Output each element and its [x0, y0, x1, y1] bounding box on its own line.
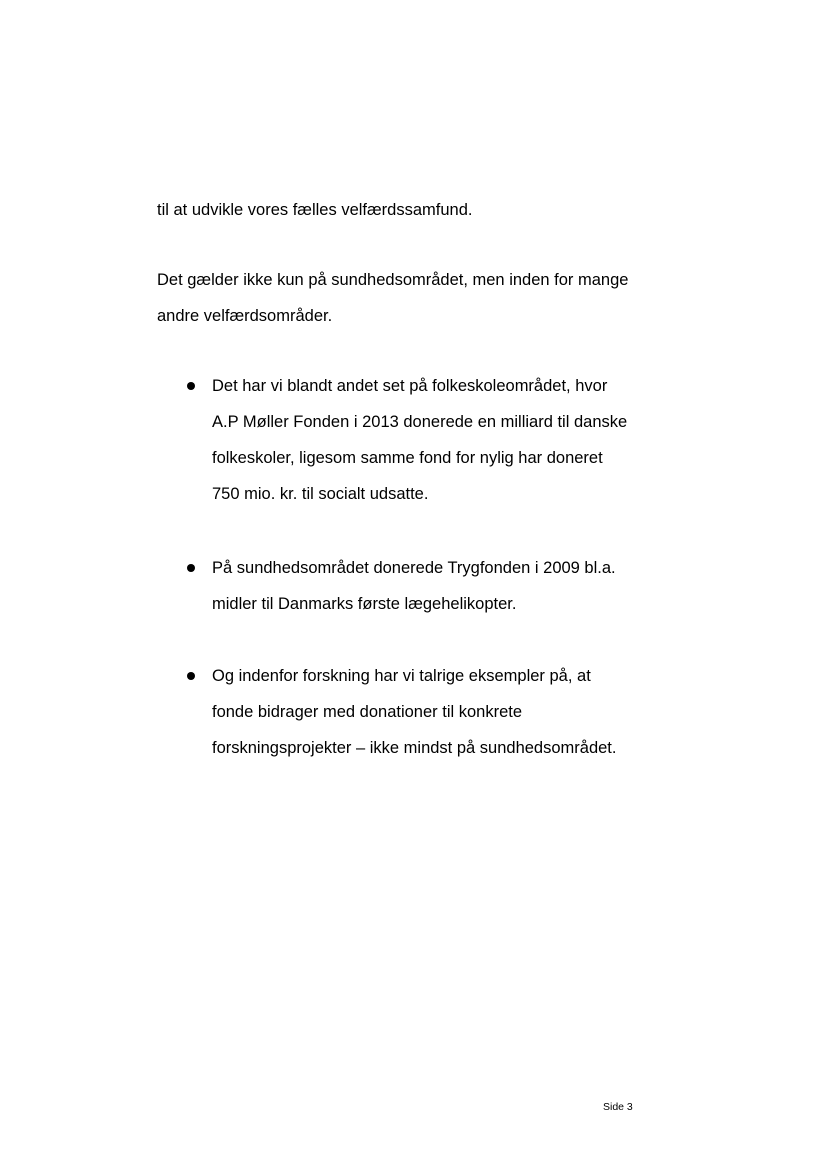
bullet-icon [187, 564, 195, 572]
bullet-text [212, 368, 712, 512]
bullet-line: På sundhedsområdet donerede Trygfonden i 2009 bl.a. [212, 559, 616, 577]
bullet-line: Det har vi blandt andet set på folkeskoleområdet, hvor [212, 377, 608, 395]
bullet-icon [187, 672, 195, 680]
bullet-line: forskningsprojekter – ikke mindst på sundhedsområdet. [212, 739, 617, 757]
bullet-icon [187, 382, 195, 390]
paragraph-line: andre velfærdsområder. [157, 307, 333, 325]
bullet-text [212, 658, 712, 766]
bullet-line: Og indenfor forskning har vi talrige eksempler på, at [212, 667, 591, 685]
bullet-line: 750 mio. kr. til socialt udsatte. [212, 485, 429, 503]
bullet-line: fonde bidrager med donationer til konkrete [212, 703, 523, 721]
paragraph-line: Det gælder ikke kun på sundhedsområdet, men inden for mange [157, 271, 629, 289]
paragraph-2 [157, 262, 717, 334]
paragraph-1 [157, 192, 717, 228]
bullet-line: midler til Danmarks første lægehelikopter. [212, 595, 517, 613]
bullet-line: folkeskoler, ligesom samme fond for nylig har doneret [212, 449, 603, 467]
page-number: Side 3 [603, 1101, 633, 1113]
bullet-line: A.P Møller Fonden i 2013 donerede en milliard til danske [212, 413, 628, 431]
bullet-text [212, 550, 712, 622]
paragraph-line: til at udvikle vores fælles velfærdssamfund. [157, 201, 473, 219]
